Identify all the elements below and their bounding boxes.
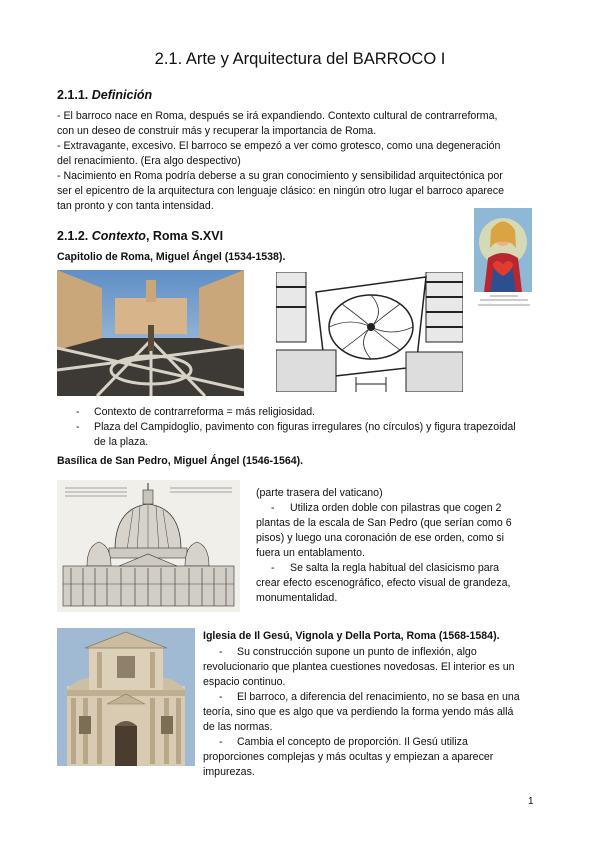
- text-line: de las normas.: [203, 721, 273, 733]
- text-line: plantas de la escala de San Pedro (que serían como 6: [256, 517, 512, 529]
- section-heading-contexto: [57, 229, 223, 243]
- bullet-text: Utiliza orden doble con pilastras que cogen 2: [290, 502, 502, 514]
- image-caption-scribble: [476, 294, 532, 308]
- campidoglio-heading: Capitolio de Roma, Miguel Ángel (1534-1538).: [57, 251, 286, 263]
- bullet-text: Se salta la regla habitual del clasicismo para: [290, 562, 500, 574]
- list-item: [203, 645, 520, 660]
- text-line: - Nacimiento en Roma podría deberse a su gran conocimiento y sensibilidad arquitectónica por: [57, 170, 503, 182]
- list-item: [203, 690, 520, 705]
- section-number: 2.1.2.: [57, 229, 89, 243]
- sanpedro-elevation-drawing: [57, 480, 240, 612]
- bullet-dash: -: [219, 691, 223, 703]
- bullet-text: Cambia el concepto de proporción. Il Gesú utiliza: [237, 736, 468, 748]
- bullet-dash: -: [271, 562, 275, 574]
- text-line: (parte trasera del vaticano): [256, 487, 383, 499]
- section-name: Definición: [91, 88, 153, 102]
- text-line: revolucionario que plantea cuestiones novedosas. El interior es un: [203, 661, 515, 673]
- campidoglio-photo: [57, 270, 244, 396]
- page-title: 2.1. Arte y Arquitectura del BARROCO I: [154, 50, 446, 68]
- text-line: crear efecto escenográfico, efecto visual de grandeza,: [256, 577, 511, 589]
- gesu-body: [203, 645, 520, 780]
- text-line: - Extravagante, excesivo. El barroco se empezó a ver como grotesco, como una degeneración: [57, 140, 501, 152]
- bullet-text: El barroco, a diferencia del renacimiento, no se basa en una: [237, 691, 520, 703]
- bullet-dash: -: [219, 736, 223, 748]
- text-line: teoría, sino que es algo que va perdiendo la forma yendo más allá: [203, 706, 514, 718]
- bullet-text: Plaza del Campidoglio, pavimento con figuras irregulares (no círculos) y figura trapezoidal: [94, 421, 516, 433]
- text-line: fuera un entablamento.: [256, 547, 365, 559]
- list-item: [76, 420, 556, 435]
- definicion-body: [57, 109, 504, 214]
- text-line: monumentalidad.: [256, 592, 338, 604]
- sanpedro-body: [256, 486, 512, 606]
- text-line: - El barroco nace en Roma, después se irá expandiendo. Contexto cultural de contrarreforma,: [57, 110, 498, 122]
- bullet-dash: -: [76, 421, 80, 433]
- text-line: ser el epicentro de la arquitectura con lenguaje clásico: en ningún otro lugar el barroco aparece: [57, 185, 504, 197]
- section-number: 2.1.1.: [57, 88, 89, 102]
- gesu-facade-photo: [57, 628, 195, 766]
- gesu-heading: Iglesia de Il Gesú, Vignola y Della Porta, Roma (1568-1584).: [203, 630, 500, 642]
- text-line: tan pronto y con tanta intensidad.: [57, 200, 214, 212]
- text-line: espacio continuo.: [203, 676, 286, 688]
- list-item: [256, 501, 512, 516]
- list-item: [203, 735, 520, 750]
- bullet-dash: -: [219, 646, 223, 658]
- bullet-text: Contexto de contrarreforma = más religiosidad.: [94, 406, 316, 418]
- bullet-text: de la plaza.: [94, 436, 149, 448]
- bullet-dash: -: [76, 406, 80, 418]
- bullet-text: Su construcción supone un punto de inflexión, algo: [237, 646, 477, 658]
- campidoglio-bullets: [76, 405, 556, 450]
- campidoglio-plan-drawing: [276, 272, 463, 392]
- text-line: impurezas.: [203, 766, 255, 778]
- sacred-heart-image: [474, 208, 532, 292]
- page-number: 1: [528, 796, 534, 807]
- list-item-continued: [76, 435, 556, 450]
- list-item: [76, 405, 556, 420]
- text-line: del renacimiento. (Era algo despectivo): [57, 155, 241, 167]
- section-heading-definicion: [57, 88, 152, 102]
- text-line: pisos) y luego una coronación de ese orden, como si: [256, 532, 504, 544]
- section-name: Contexto: [91, 229, 146, 243]
- bullet-dash: -: [271, 502, 275, 514]
- sanpedro-heading: Basílica de San Pedro, Miguel Ángel (1546-1564).: [57, 455, 304, 467]
- text-line: con un deseo de construir más y recuperar la importancia de Roma.: [57, 125, 377, 137]
- section-name-rest: , Roma S.XVI: [145, 229, 224, 243]
- text-line: proporciones complejas y más ocultas y empiezan a aparecer: [203, 751, 494, 763]
- list-item: [256, 561, 512, 576]
